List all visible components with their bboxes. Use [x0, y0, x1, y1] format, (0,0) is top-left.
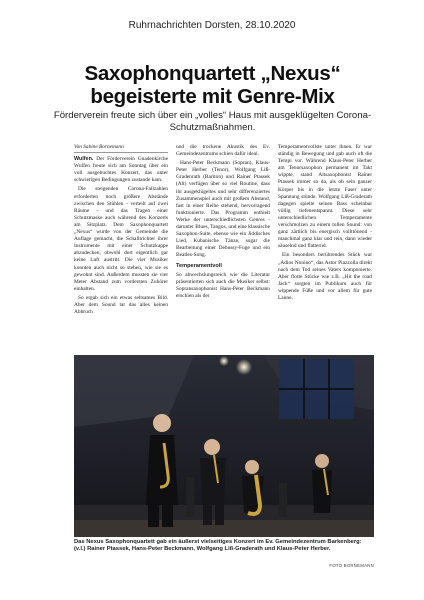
article-column-1 [74, 144, 168, 318]
paragraph [74, 156, 168, 184]
concert-photo [74, 355, 374, 537]
paragraph: Ein besonders berührendes Stück war „Adios Nonino“, das Astor Piazzolla direkt nach dem Tod seines Vaters komponierte. Aber flotte Stücke wie z.B. „Hit the road Jack“ sorgten im Publikum auch für wippende Füße und vor allem für gute Laune. [278, 252, 372, 301]
paragraph: So ergab sich ein etwas seltsames Bild. Aber dem Sound tat das alles keinen Abbruch [74, 294, 168, 316]
section-subhead: Temperamentvoll [176, 262, 222, 269]
subheadline: Förderverein freute sich über ein „volles“ Haus mit ausgeklügelten Corona-Schutzmaßnahmen. [53, 110, 372, 133]
paragraph: Temperamentvollste unter ihnen. Er war ständig in Bewegung und gab auch oft die Tempi vor. Während Klaus-Peter Herber am Tenorsaxophon permanent im Takt wippte, stand Altsaxophonist Rainer Ptassek immer so da, als ob sein ganzer Körper bis in die letzte Faser unter Spannung stünde. Wolfgang Liß-Graderath dagegen spielte seinen Bass scheinbar völlig tiefenentspannt. Diese sehr unterschiedlichen Temperamente verschmolzen zu einem tollen Sound: von ganz zärtlich bis energisch vollttönend - manchmal ganz klar und rein, dann wieder säuselnd und flatternd. [278, 144, 372, 250]
paragraph: So abwechslungsreich wie die Literatur präsentierten sich auch die Musiker selbst: Sopransaxophonist Hans-Peter Beckmann erschien als der [176, 271, 270, 299]
paragraph: Die steigenden Corona-Fallzahlen erforderten noch größere Abstände zwischen den Stühlen - verteilt auf zwei Räume - und das Tragen einer Schutzmaske auch während des Konzerts am Sitzplatz. Dem Saxophonquartett „Nexus“ wurde von der Gemeinde die Auflage gemacht, die Schalltrichter ihrer Instrumente mit einer Schutzkappe abzudecken, obwohl dort eigentlich gar keine Luft austritt. Die vier Musiker konnten auch nicht so stehen, wie sie es gewohnt sind. Außerdem mussten sie vier Meter Abstand zum vordersten Zuhörer einhalten. [74, 186, 168, 292]
concert-photo-image [74, 355, 374, 537]
article-column-2 [176, 144, 270, 302]
source-line: Ruhrnachrichten Dorsten, 28.10.2020 [128, 20, 296, 31]
article-column-3 [278, 144, 372, 304]
photo-caption: Das Nexus Saxophonquartett gab ein äußerst vielseitiges Konzert im Ev. Gemeindezentrum Barkenberg: (v.l.) Rainer Ptassek, Hans-Peter Beckmann, Wolfgang Liß-Graderath und Klaus-Peter Herber. [74, 539, 362, 553]
dateline-place: Wulfen. [74, 156, 94, 163]
photo-credit: FOTO BORNEMANN [329, 563, 374, 568]
paragraph-text: Der Förderverein Gnadenkirche Wulfen freute sich am Sonntag über ein voll ausgebuchtes Konzert, das unter schwierigen Bedingungen zustande kam. [74, 156, 168, 184]
paragraph: und die trockene Akustik des Ev. Gemeindezentrums schien dafür ideal. [176, 144, 270, 158]
paragraph: Hans-Peter Beckmann (Sopran), Klaus-Peter Herber (Tenor), Wolfgang Liß-Gradenrath (Bariton) und Rainer Ptassek (Alt) verfügen über so viel Routine, dass ihr ausgeklügeltes und sehr differenziertes Zusammenspiel auch mit großem Abstand, fast in einer Reihe stehend, hervorragend funktionierte. Das Programm enthielt Werke der unterschiedlichsten Genres - darunter Blues, Tangos, und eine klassische Saxophon-Suite, ebenso wie ein Jiddisches Lied, Kubanische Tänze, sogar die Bearbeitung einer Debussy-Fuge und ein Beatles-Song. [176, 160, 270, 259]
headline: Saxophonquartett „Nexus“ begeisterte mit Genre-Mix [84, 62, 341, 108]
byline: Von Sabine Bornemann [74, 144, 168, 153]
